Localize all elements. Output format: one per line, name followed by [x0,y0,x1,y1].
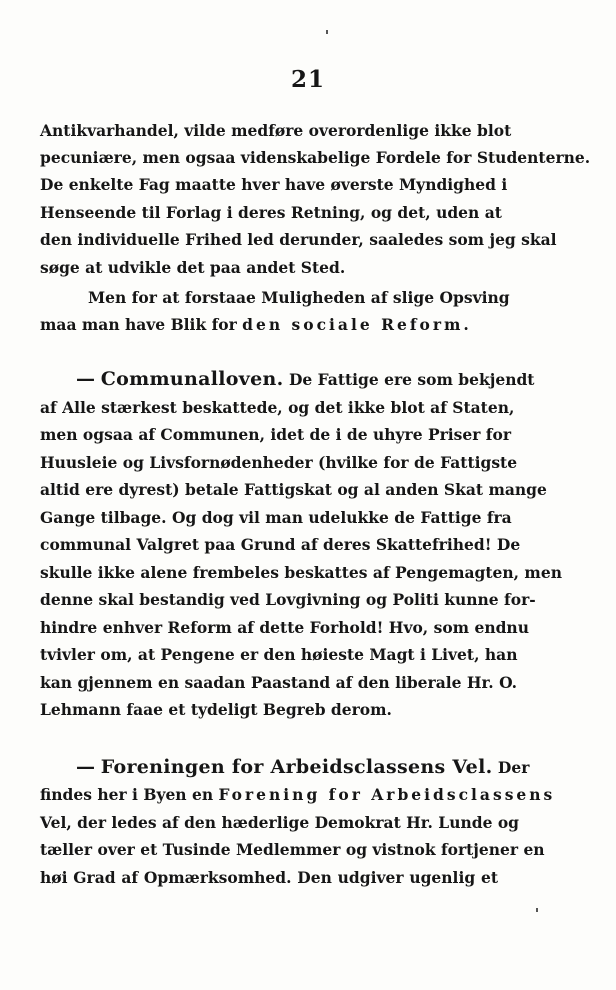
section-heading: Foreningen for Arbeidsclassens Vel. [100,756,493,778]
section-dash: — [76,756,96,778]
paragraph-line: hindre enhver Reform af dette Forhold! Hvo, som endnu [40,618,529,637]
paragraph-line: communal Valgret paa Grund af deres Skattefrihed! De [40,535,521,554]
paragraph-line: kan gjennem en saadan Paastand af den liberale Hr. O. [40,673,518,692]
emphasized-phrase: Forening for Arbeidsclassens [218,785,556,804]
paragraph-line: Henseende til Forlag i deres Retning, og det, uden at [40,203,502,222]
paper-speck [326,30,328,34]
paragraph-line: høi Grad af Opmærksomhed. Den udgiver ugenlig et [40,868,498,887]
paragraph-line: Men for at forstaae Muligheden af slige Opsving [88,288,510,307]
section-heading: Communalloven. [100,368,284,390]
paragraph-line: Huusleie og Livsfornødenheder (hvilke for de Fattigste [40,453,518,472]
paragraph-line: altid ere dyrest) betale Fattigskat og al anden Skat mange [40,480,547,499]
paragraph-text: maa man have Blik for [40,315,243,334]
page-number: 21 [290,66,325,93]
section-dash: — [76,368,96,390]
paragraph-line: De enkelte Fag maatte hver have øverste Myndighed i [40,175,508,194]
paragraph-line: tvivler om, at Pengene er den høieste Magt i Livet, han [40,645,518,664]
paragraph-line: den individuelle Frihed led derunder, saaledes som jeg skal [40,230,557,249]
paragraph-line: tæller over et Tusinde Medlemmer og vistnok fortjener en [40,840,545,859]
emphasized-phrase: den sociale Reform. [242,315,472,334]
paragraph-line: søge at udvikle det paa andet Sted. [40,258,346,277]
section-heading-line [76,756,530,778]
paragraph-line: Lehmann faae et tydeligt Begreb derom. [40,700,392,719]
paragraph-line: men ogsaa af Communen, idet de i de uhyre Priser for [40,425,511,444]
paragraph-text: De Fattige ere som bekjendt [288,370,535,389]
paragraph-line: Vel, der ledes af den hæderlige Demokrat Hr. Lunde og [40,813,520,832]
paragraph-line: pecuniære, men ogsaa videnskabelige Fordele for Studenterne. [40,148,591,167]
paragraph-line: Gange tilbage. Og dog vil man udelukke de Fattige fra [40,508,512,527]
section-heading-line [76,368,535,390]
paragraph-line: denne skal bestandig ved Lovgivning og Politi kunne for- [40,590,536,609]
paragraph-line: af Alle stærkest beskattede, og det ikke blot af Staten, [40,398,515,417]
paragraph-line: skulle ikke alene frembeles beskattes af Pengemagten, men [40,563,562,582]
paragraph-text: findes her i Byen en [40,785,219,804]
paragraph-text: Der [497,758,530,777]
paragraph-line [40,785,556,805]
paper-speck [536,908,538,912]
paragraph-line: Antikvarhandel, vilde medføre overordenlige ikke blot [40,121,512,140]
paragraph-line [40,315,498,335]
